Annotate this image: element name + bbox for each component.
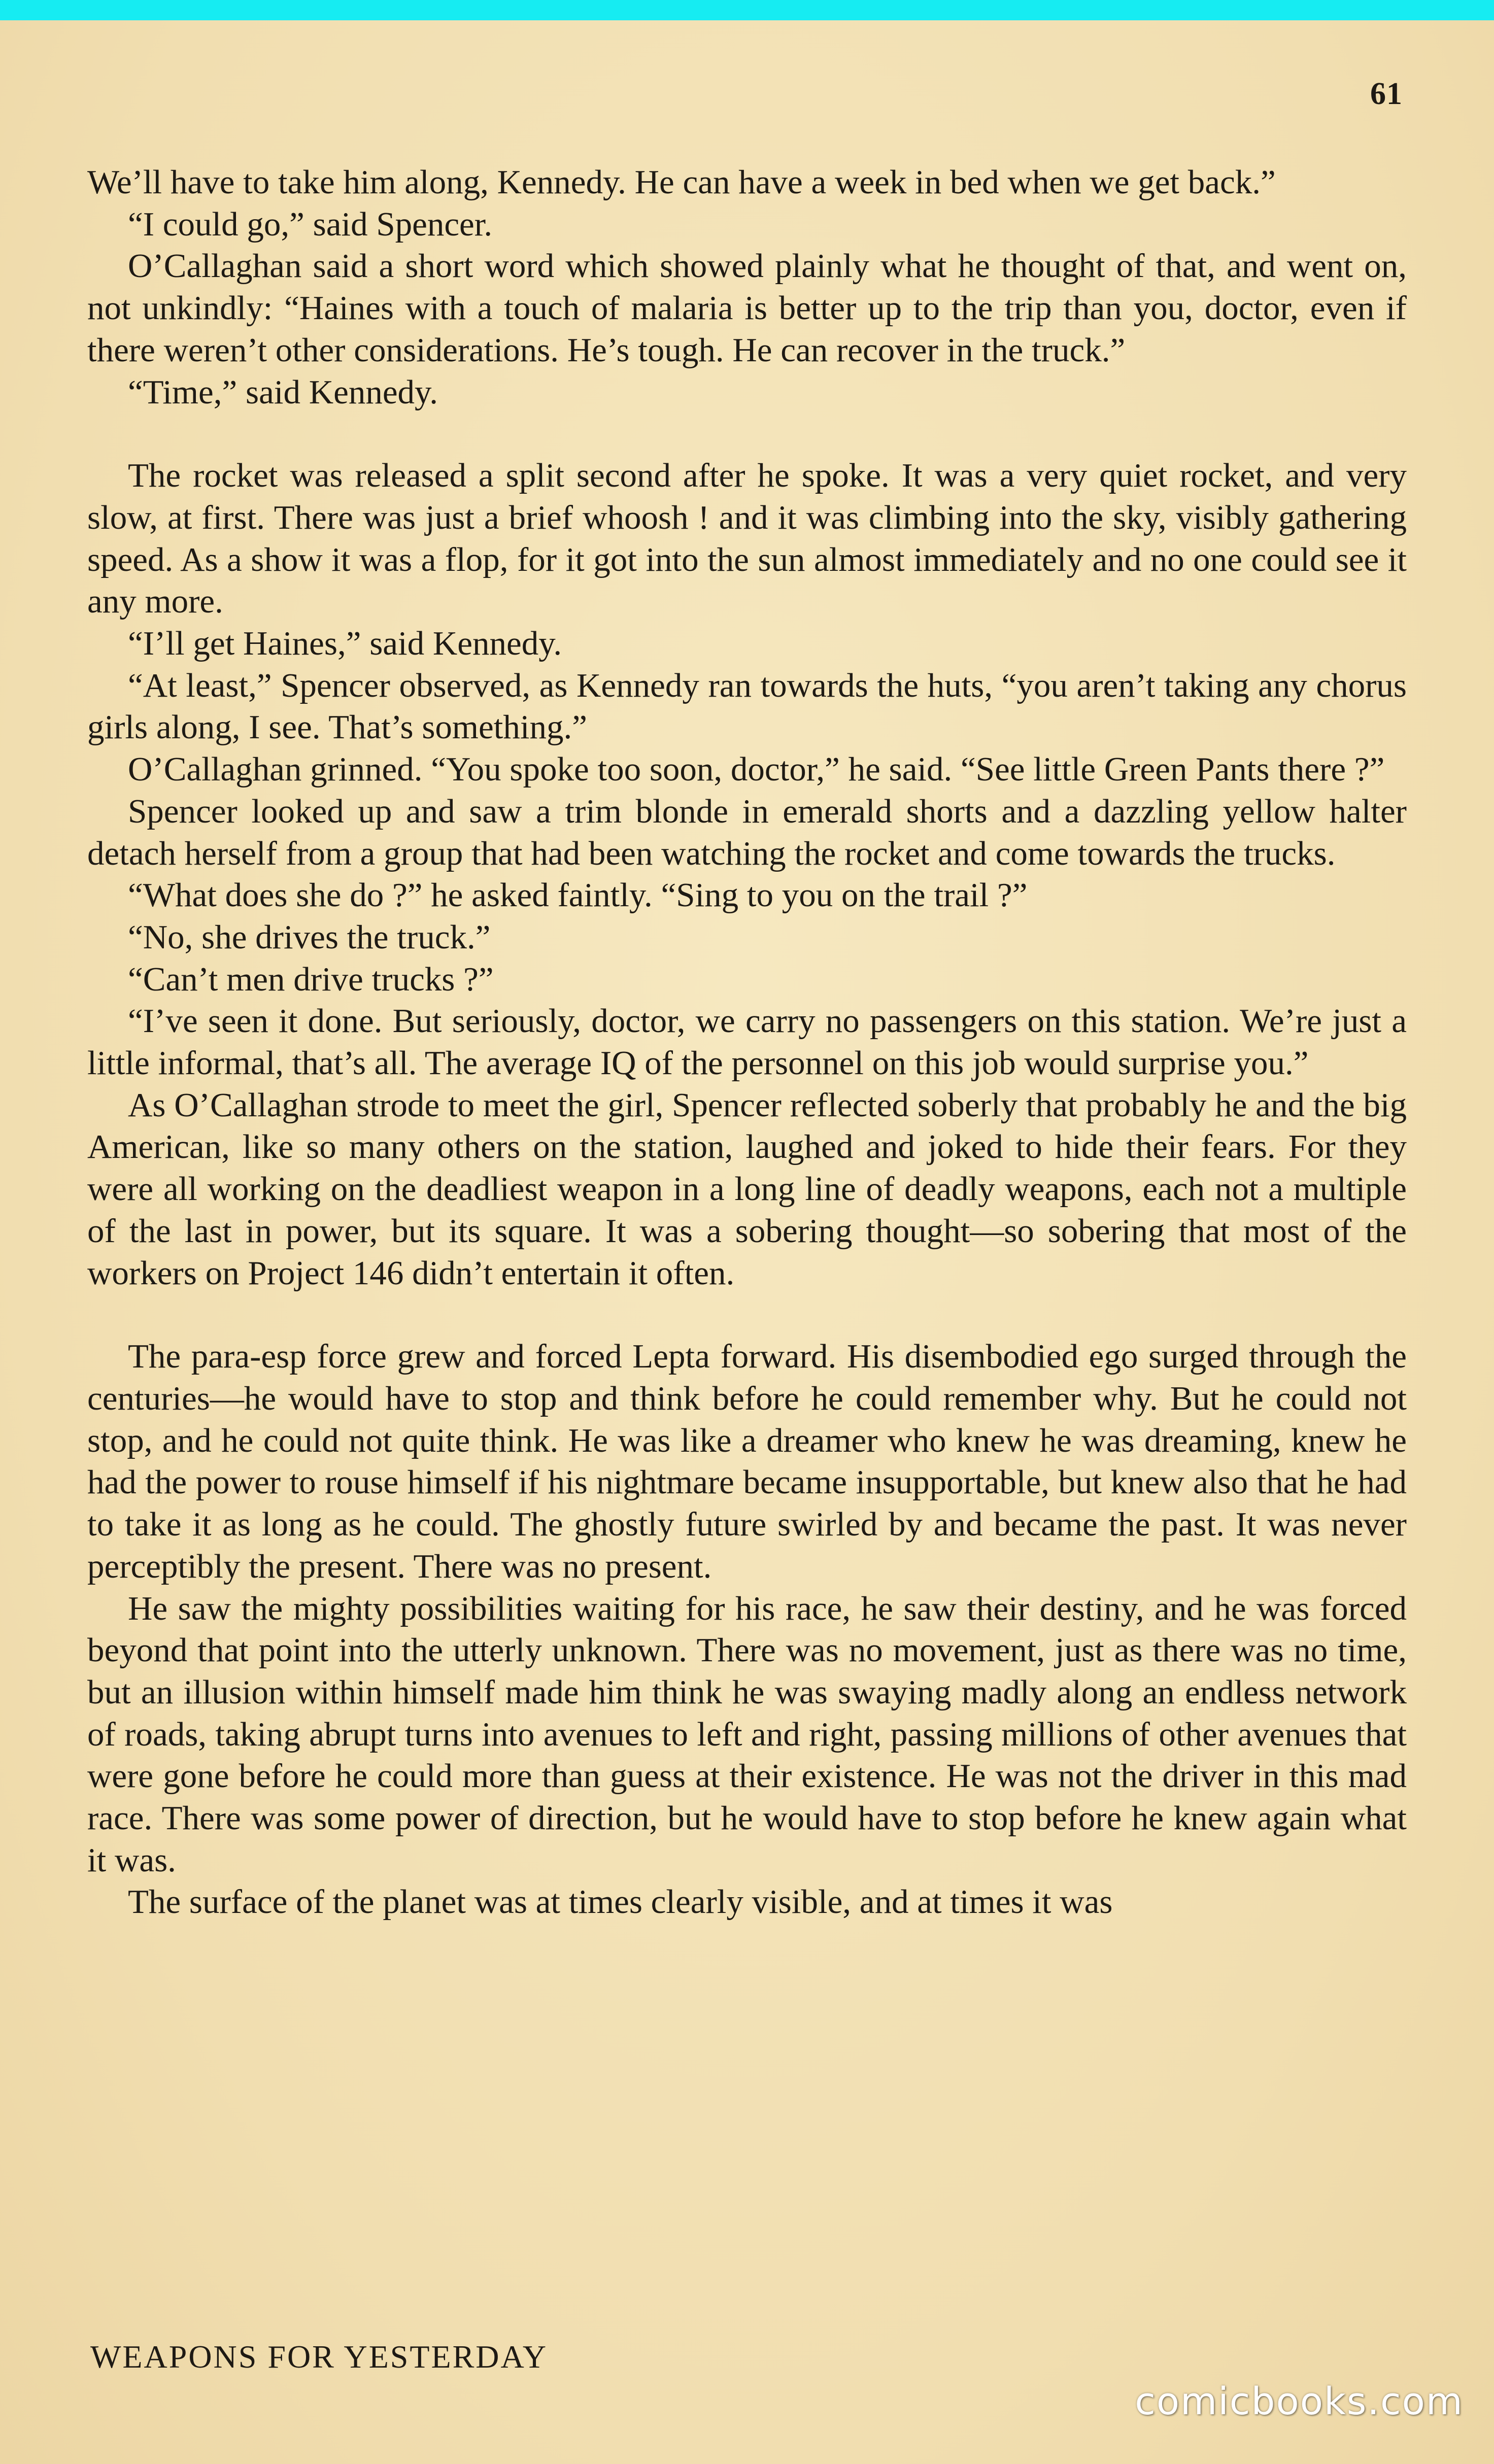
paragraph: As O’Callaghan strode to meet the girl, Spencer reflected soberly that probably he and the big American, like so many others on the station, laughed and joked to hide their fears. For they were all working on the deadliest weapon in a long line of deadly weapons, each not a multiple of the last in power, but its square. It was a sobering thought—so sobering that most of the workers on Project 146 didn’t entertain it often.: [87, 1086, 1407, 1292]
paragraph: He saw the mighty possibilities waiting for his race, he saw their destiny, and he was forced beyond that point into the utterly unknown. There was no movement, just as there was no time, but an illusion within himself made him think he was swaying madly along an endless network of roads, taking abrupt turns into avenues to left and right, passing millions of other avenues that were gone before he could more than guess at their existence. He was not the driver in this mad race. There was some power of direction, but he would have to stop before he knew again what it was.: [87, 1589, 1407, 1879]
paragraph: “Time,” said Kennedy.: [128, 373, 438, 411]
paragraph: “What does she do ?” he asked faintly. “Sing to you on the trail ?”: [128, 876, 1028, 914]
paragraph: Spencer looked up and saw a trim blonde in emerald shorts and a dazzling yellow halter detach herself from a group that had been watching the rocket and come towards the trucks.: [87, 792, 1407, 872]
top-color-band: [0, 0, 1494, 20]
paragraph: The para-esp force grew and forced Lepta forward. His disembodied ego surged through the centuries—he would have to stop and think before he could remember why. But he could not stop, and he could not quite think. He was like a dreamer who knew he was dreaming, knew he had the power to rouse himself if his nightmare became insupportable, but knew also that he had to take it as long as he could. The ghostly future swirled by and became the past. It was never perceptibly the present. There was no present.: [87, 1338, 1407, 1585]
watermark: comicbooks.com: [1135, 2380, 1464, 2423]
paragraph: We’ll have to take him along, Kennedy. He can have a week in bed when we get back.”: [87, 163, 1276, 201]
running-footer-title: WEAPONS FOR YESTERDAY: [90, 2339, 548, 2375]
paragraph: “I’ll get Haines,” said Kennedy.: [128, 625, 562, 663]
paragraph: O’Callaghan said a short word which showed plainly what he thought of that, and went on, not unkindly: “Haines with a touch of malaria is better up to the trip than you, doctor, even if there weren’t other considerations. He’s tough. He can recover in the truck.”: [87, 247, 1407, 369]
paragraph: “I’ve seen it done. But seriously, doctor, we carry no passengers on this station. We’re just a little informal, that’s all. The average IQ of the personnel on this job would surprise you.”: [87, 1002, 1407, 1082]
section-1: [87, 161, 1407, 413]
body-text: [87, 161, 1407, 1923]
section-2: [87, 455, 1407, 1294]
paragraph: The rocket was released a split second after he spoke. It was a very quiet rocket, and very slow, at first. There was just a brief whoosh ! and it was climbing into the sky, visibly gathering speed. As a show it was a flop, for it got into the sun almost immediately and no one could see it any more.: [87, 457, 1407, 621]
paragraph: “No, she drives the truck.”: [128, 918, 491, 956]
paragraph: The surface of the planet was at times clearly visible, and at times it was: [128, 1883, 1113, 1921]
paragraph: O’Callaghan grinned. “You spoke too soon, doctor,” he said. “See little Green Pants there ?”: [128, 750, 1385, 789]
paragraph: “At least,” Spencer observed, as Kennedy ran towards the huts, “you aren’t taking any chorus girls along, I see. That’s something.”: [87, 666, 1407, 746]
paragraph: “Can’t men drive trucks ?”: [128, 960, 494, 998]
section-3: [87, 1336, 1407, 1923]
paragraph: “I could go,” said Spencer.: [128, 205, 493, 243]
page-number: 61: [1370, 77, 1403, 111]
